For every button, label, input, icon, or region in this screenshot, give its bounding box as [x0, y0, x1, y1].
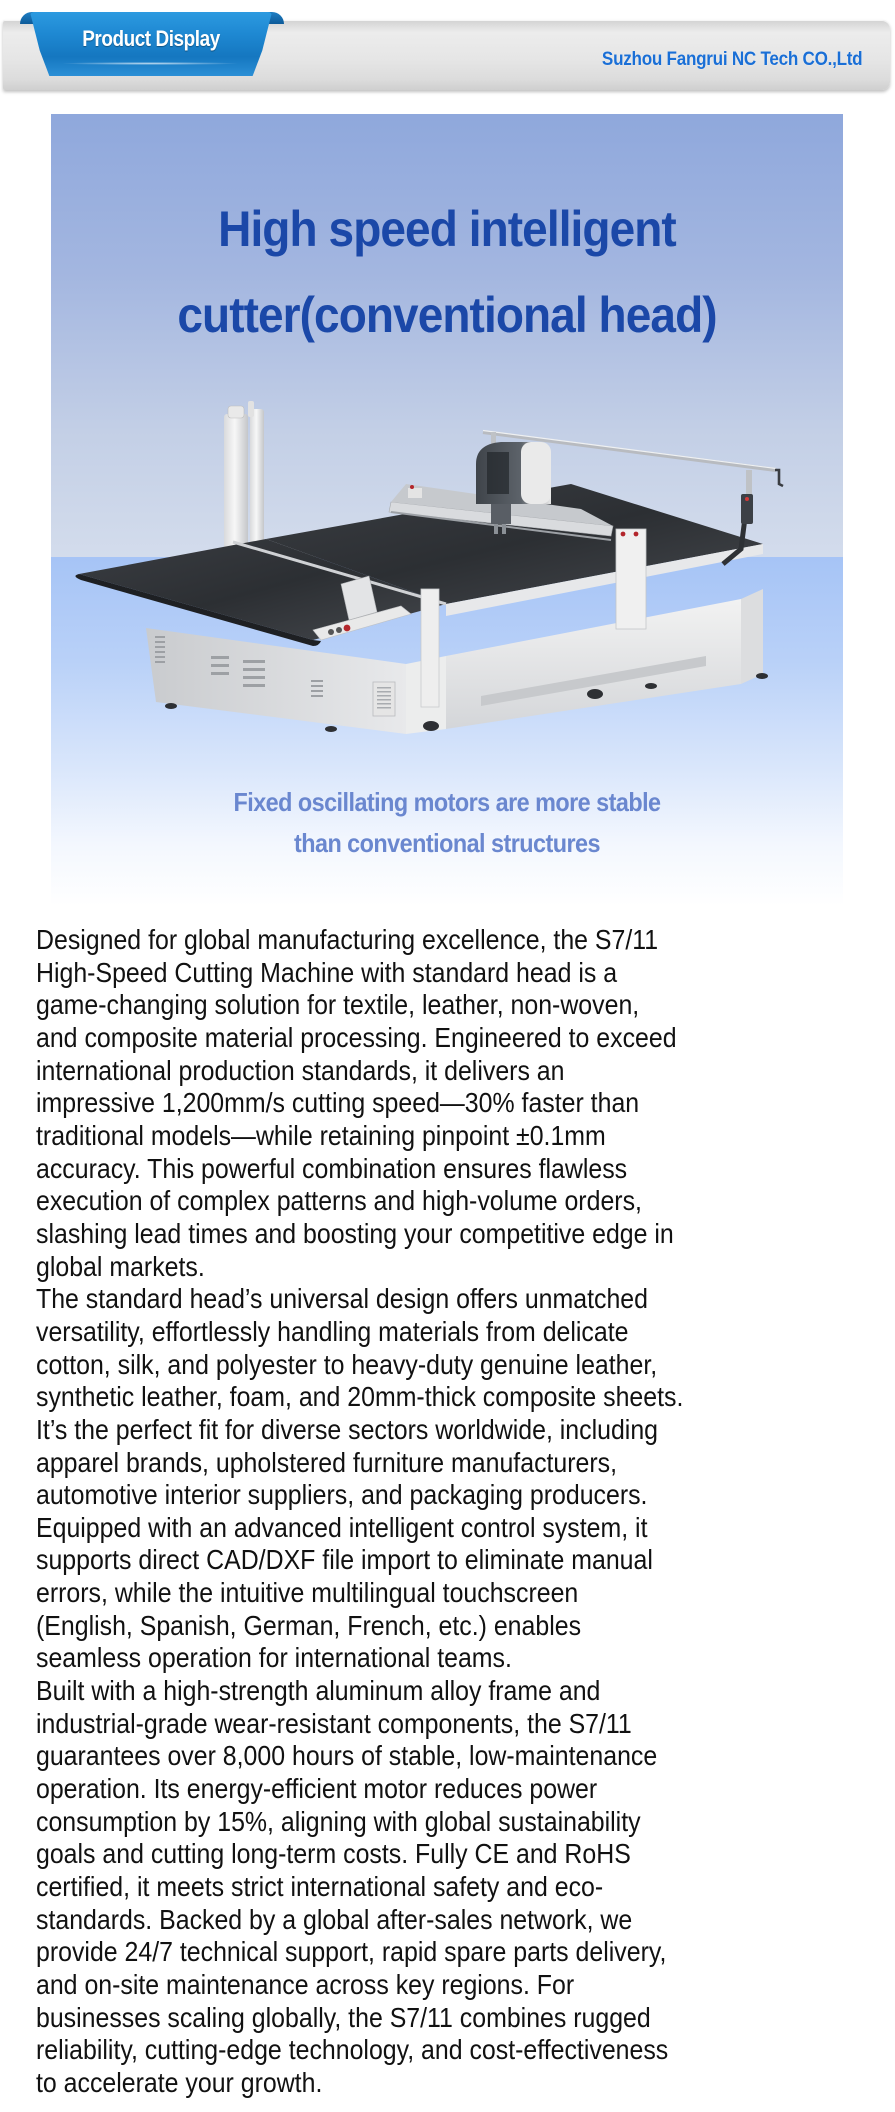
text-line: certified, it meets strict international safety and eco- — [36, 1871, 604, 1903]
text-line: and on-site maintenance across key regions. For — [36, 1969, 575, 2000]
text-line: to accelerate your growth. — [36, 2066, 323, 2098]
product-description — [36, 924, 869, 2100]
text-line: Designed for global manufacturing excellence, the S7/11 — [36, 924, 659, 955]
company-name: Suzhou Fangrui NC Tech CO.,Ltd — [601, 49, 862, 70]
text-line: versatility, effortlessly handling materials from delicate — [36, 1315, 629, 1347]
product-image — [51, 114, 843, 906]
text-line: The standard head’s universal design offers unmatched — [36, 1283, 648, 1315]
text-line: Equipped with an advanced intelligent control system, it — [36, 1511, 648, 1543]
text-line: Built with a high-strength aluminum alloy frame and — [36, 1675, 601, 1707]
description-paragraph-3 — [36, 1675, 869, 2100]
caption-line-1: Fixed oscillating motors are more stable — [233, 787, 661, 817]
text-line: It’s the perfect fit for diverse sectors worldwide, including — [36, 1413, 659, 1445]
fabric-rolls — [224, 401, 264, 564]
text-line: standards. Backed by a global after-sales network, we — [36, 1903, 633, 1935]
text-line: errors, while the intuitive multilingual touchscreen — [36, 1577, 579, 1609]
cutting-machine-illustration — [51, 384, 843, 804]
text-line: synthetic leather, foam, and 20mm-thick composite sheets. — [36, 1381, 684, 1413]
text-line: High-Speed Cutting Machine with standard head is a — [36, 956, 618, 988]
text-line: global markets. — [36, 1250, 205, 1282]
text-line: game-changing solution for textile, leather, non-woven, — [36, 989, 640, 1021]
ribbon-shine — [60, 62, 240, 65]
product-caption — [91, 782, 804, 864]
text-line: operation. Its energy-efficient motor reduces power — [36, 1773, 598, 1805]
headline-line-1: High speed intelligent — [218, 201, 676, 257]
text-line: consumption by 15%, aligning with global sustainability — [36, 1805, 641, 1837]
text-line: reliability, cutting-edge technology, and cost-effectiveness — [36, 2034, 669, 2066]
text-line: execution of complex patterns and high-volume orders, — [36, 1185, 642, 1217]
description-paragraph-1 — [36, 924, 869, 1283]
text-line: provide 24/7 technical support, rapid spare parts delivery, — [36, 1936, 667, 1968]
text-line: industrial-grade wear-resistant components, the S7/11 — [36, 1707, 632, 1739]
headline-line-2: cutter(conventional head) — [177, 287, 717, 343]
text-line: automotive interior suppliers, and packaging producers. — [36, 1479, 648, 1511]
text-line: international production standards, it delivers an — [36, 1054, 565, 1086]
ribbon-title: Product Display — [82, 26, 220, 51]
description-paragraph-2 — [36, 1283, 869, 1675]
text-line: traditional models—while retaining pinpoint ±0.1mm — [36, 1119, 606, 1151]
text-line: goals and cutting long-term costs. Fully CE and RoHS — [36, 1838, 631, 1870]
caption-line-2: than conventional structures — [293, 828, 601, 858]
text-line: accuracy. This powerful combination ensures flawless — [36, 1152, 628, 1184]
text-line: businesses scaling globally, the S7/11 combines rugged — [36, 2001, 651, 2033]
text-line: cotton, silk, and polyester to heavy-duty genuine leather, — [36, 1348, 658, 1380]
product-display-banner — [0, 0, 895, 100]
text-line: supports direct CAD/DXF file import to eliminate manual — [36, 1544, 653, 1576]
text-line: seamless operation for international teams. — [36, 1642, 512, 1674]
text-line: slashing lead times and boosting your competitive edge in — [36, 1217, 674, 1249]
product-headline — [83, 186, 812, 358]
text-line: and composite material processing. Engineered to exceed — [36, 1021, 677, 1053]
text-line: impressive 1,200mm/s cutting speed—30% faster than — [36, 1087, 640, 1119]
text-line: guarantees over 8,000 hours of stable, low-maintenance — [36, 1740, 658, 1772]
text-line: (English, Spanish, German, French, etc.) enables — [36, 1609, 582, 1641]
text-line: apparel brands, upholstered furniture manufacturers, — [36, 1446, 618, 1478]
